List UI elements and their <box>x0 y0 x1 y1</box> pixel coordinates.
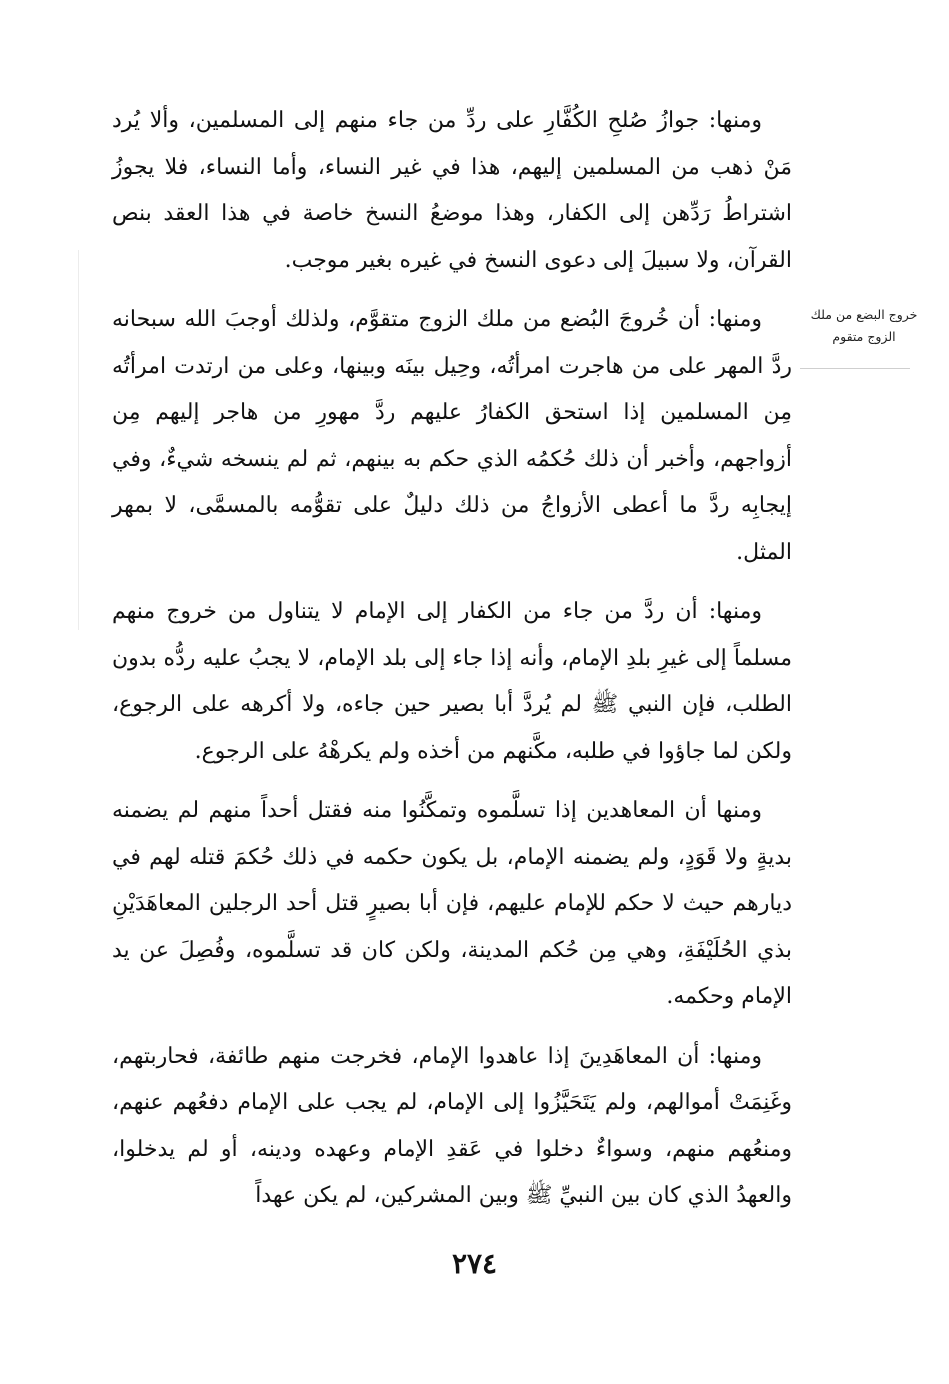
margin-note-line-1: خروج البضع من ملك <box>810 307 918 322</box>
margin-note <box>796 304 932 348</box>
paragraph-3: ومنها: أن ردَّ من جاء من الكفار إلى الإمام لا يتناول من خروج منهم مسلماً إلى غيرِ بلدِ الإمام، وأنه إذا جاء إلى بلد الإمام، لا يجبُ عليه ردُّه بدون الطلب، فإن النبي ﷺ لم يُردَّ أبا بصير حين جاءه، ولا أكرهه على الرجوع، ولكن لما جاؤوا في طلبه، مكَّنهم من أخذه ولم يكرهْهُ على الرجوع. <box>112 599 792 764</box>
paragraph-5: ومنها: أن المعاهَدِينَ إذا عاهدوا الإمام، فخرجت منهم طائفة، فحاربتهم، وغَنِمَتْ أموالهم، ولم يَتَحَيَّزُوا إلى الإمام، لم يجب على الإمام دفعُهم عنهم، ومنعُهم منهم، وسواءٌ دخلوا في عَقدِ الإمام وعهده ودينه، أو لم يدخلوا، والعهدُ الذي كان بين النبيِّ ﷺ وبين المشركين، لم يكن عهداً <box>112 1043 792 1208</box>
scan-edge-line <box>78 250 79 630</box>
page-number: ٢٧٤ <box>451 1247 498 1280</box>
paragraph-4: ومنها أن المعاهدين إذا تسلَّموه وتمكَّنُوا منه فقتل أحداً منهم لم يضمنه بديةٍ ولا قَوَدٍ، ولم يضمنه الإمام، بل يكون حكمه في ذلك حُكمَ قتله لهم في ديارهم حيث لا حكم للإمام عليهم، فإن أبا بصيرٍ قتل أحد الرجلين المعاهَدَيْنِ بذي الحُلَيْفَةِ، وهي مِن حُكم المدينة، ولكن كان قد تسلَّموه، وفُصِلَ عن يد الإمام وحكمه. <box>112 798 792 1009</box>
main-text <box>112 98 792 1233</box>
margin-note-rule <box>800 368 910 369</box>
paragraph-2: ومنها: أن خُروجَ البُضع من ملك الزوج متقوَّم، ولذلك أوجبَ الله سبحانه ردَّ المهر على من هاجرت امرأتُه، وحِيل بينَه وبينها، وعلى من ارتدت امرأتُه مِن المسلمين إذا استحق الكفارُ عليهم ردَّ مهورِ من هاجر إليهم مِن أزواجهم، وأخبر أن ذلك حُكمُه الذي حكم به بينهم، ثم لم ينسخه شيءٌ، وفي إيجابِه ردَّ ما أعطى الأزواجُ من ذلك دليلٌ على تقوُّمه بالمسمَّى، لا بمهر المثل. <box>112 307 792 565</box>
margin-note-line-2: الزوج متقوم <box>832 329 896 344</box>
paragraph-1: ومنها: جوازُ صُلحِ الكُفَّارِ على ردِّ من جاء منهم إلى المسلمين، وألا يُرد مَنْ ذهب من المسلمين إليهم، هذا في غير النساء، وأما النساء، فلا يجوزُ اشتراطُ رَدِّهن إلى الكفار، وهذا موضعُ النسخ خاصة في هذا العقد بنص القرآن، ولا سبيلَ إلى دعوى النسخ في غيره بغير موجب. <box>112 108 792 273</box>
